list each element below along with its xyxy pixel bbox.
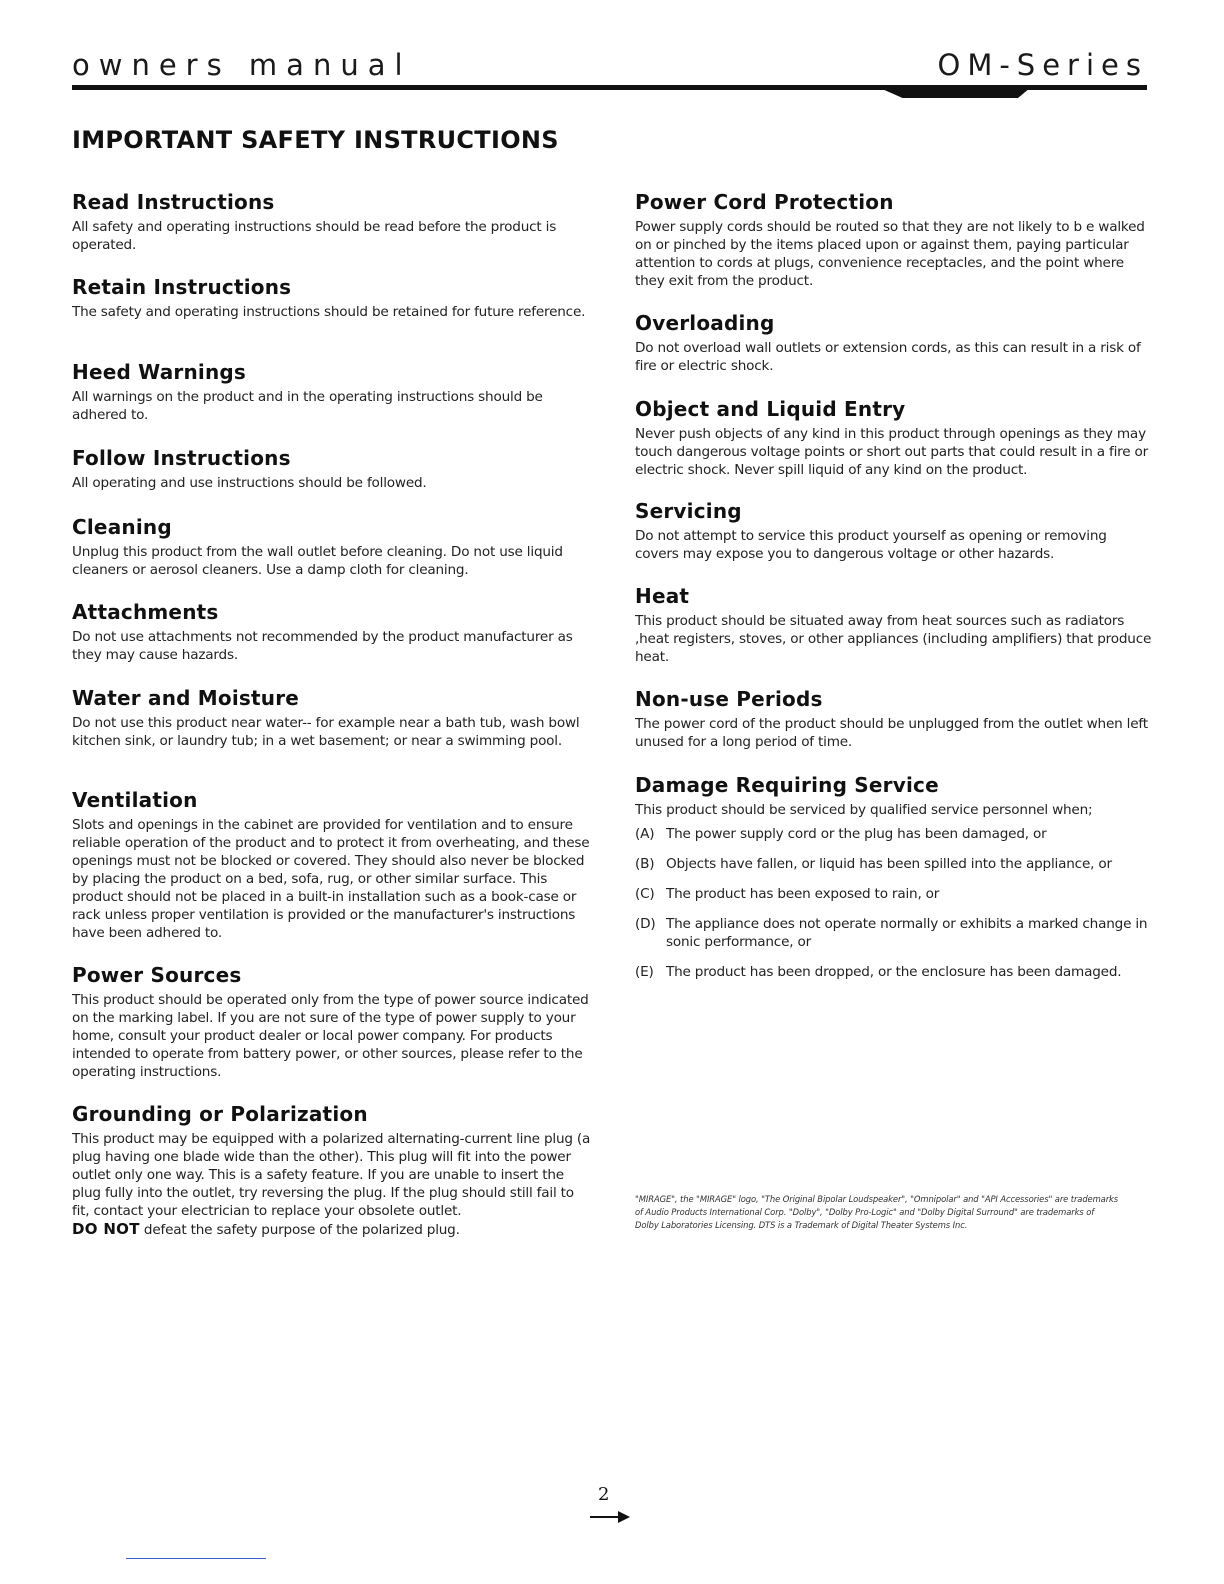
section-body: The safety and operating instructions should be retained for future reference. (72, 304, 586, 320)
section-body: Slots and openings in the cabinet are provided for ventilation and to ensure reliable operation of the product and to protect it from overheating, and these openings must not be blocked or covered. They should also never be blocked by placing the product on a bed, sofa, rug, or other similar surface. This product should not be placed in a built-in installation such as a book-case or rack unless proper ventilation is provided or the manufacturer's instructions have been adhered to. (72, 817, 590, 941)
section-power-sources (72, 963, 592, 1081)
section-heading: Grounding or Polarization (72, 1102, 368, 1126)
section-body: This product should be serviced by qualified service personnel when; (635, 802, 1093, 818)
section-heading: Overloading (635, 311, 775, 335)
section-heading: Water and Moisture (72, 686, 300, 710)
section-body: The power cord of the product should be unplugged from the outlet when left unused for a long period of time. (635, 716, 1148, 750)
section-heading: Retain Instructions (72, 275, 292, 299)
section-heading: Cleaning (72, 515, 172, 539)
header-left: owners manual (72, 48, 412, 82)
footer-line (126, 1558, 266, 1559)
right-arrow-icon (588, 1508, 632, 1530)
section-heading: Heat (635, 584, 690, 608)
section-heading: Servicing (635, 499, 742, 523)
page-title: IMPORTANT SAFETY INSTRUCTIONS (72, 126, 559, 154)
section-body: This product may be equipped with a polarized alternating-current line plug (a plug having one blade wide than the other). This plug will fit into the power outlet only one way. This is a safety feature. If you are unable to insert the plug fully into the outlet, try reversing the plug. If the plug should still fail to fit, contact your electrician to replace your obsolete outlet. DO NOT defeat the safety purpose of the polarized plug. (72, 1131, 591, 1238)
section-heading: Power Sources (72, 963, 242, 987)
section-read-instructions (72, 190, 592, 254)
list-item: (B) Objects have fallen, or liquid has been spilled into the appliance, or (635, 856, 1112, 872)
section-heed-warnings (72, 360, 592, 424)
section-cleaning (72, 515, 592, 579)
section-attachments (72, 600, 592, 664)
section-overloading (635, 311, 1153, 375)
section-body: Do not attempt to service this product yourself as opening or removing covers may expose you to dangerous voltage or other hazards. (635, 528, 1107, 562)
trademark-notice: "MIRAGE", the "MIRAGE" logo, "The Original Bipolar Loudspeaker", "Omnipolar" and "API Accessories" are trademarks of Audio Products International Corp. "Dolby", "Dolby Pro-Logic" and "Dolby Digital Surround" are trademarks of Dolby Laboratories Licensing. DTS is a Trademark of Digital Theater Systems Inc. (635, 1194, 1119, 1230)
list-item: (C) The product has been exposed to rain, or (635, 886, 940, 902)
section-body: Never push objects of any kind in this product through openings as they may touch dangerous voltage points or short out parts that could result in a fire or electric shock. Never spill liquid of any kind on the product. (635, 426, 1149, 478)
section-heading: Read Instructions (72, 190, 275, 214)
section-non-use-periods (635, 687, 1153, 751)
section-heading: Damage Requiring Service (635, 773, 939, 797)
header-rule-wedge (880, 88, 1030, 98)
section-damage-requiring-service (635, 773, 1153, 993)
section-body: All safety and operating instructions should be read before the product is operated. (72, 219, 557, 253)
section-body: This product should be situated away from heat sources such as radiators ,heat registers, stoves, or other appliances (including amplifiers) that produce heat. (635, 613, 1152, 665)
section-follow-instructions (72, 446, 592, 492)
emphasis-do-not: DO NOT (72, 1220, 140, 1238)
section-heading: Heed Warnings (72, 360, 247, 384)
header-right: OM-Series (937, 48, 1148, 82)
section-body: Do not overload wall outlets or extension cords, as this can result in a risk of fire or electric shock. (635, 340, 1141, 374)
section-heading: Non-use Periods (635, 687, 823, 711)
section-heading: Ventilation (72, 788, 198, 812)
section-heading: Power Cord Protection (635, 190, 894, 214)
section-object-and-liquid-entry (635, 397, 1153, 479)
section-heading: Attachments (72, 600, 219, 624)
section-body: All operating and use instructions should be followed. (72, 475, 427, 491)
section-ventilation (72, 788, 592, 942)
section-heading: Follow Instructions (72, 446, 291, 470)
section-servicing (635, 499, 1153, 563)
section-retain-instructions (72, 275, 592, 321)
section-body: Power supply cords should be routed so that they are not likely to b e walked on or pinched by the items placed upon or against them, paying particular attention to cords at plugs, convenience receptacles, and the point where they exit from the product. (635, 219, 1145, 289)
section-body: Unplug this product from the wall outlet before cleaning. Do not use liquid cleaners or aerosol cleaners. Use a damp cloth for cleaning. (72, 544, 563, 578)
page-number: 2 (598, 1484, 610, 1505)
section-body: All warnings on the product and in the operating instructions should be adhered to. (72, 389, 543, 423)
list-item: (E) The product has been dropped, or the enclosure has been damaged. (635, 964, 1122, 980)
section-heat (635, 584, 1153, 666)
section-heading: Object and Liquid Entry (635, 397, 906, 421)
section-grounding-or-polarization (72, 1102, 592, 1239)
section-body: Do not use this product near water-- for example near a bath tub, wash bowl kitchen sink, or laundry tub; in a wet basement; or near a swimming pool. (72, 715, 580, 749)
list-item: (A) The power supply cord or the plug has been damaged, or (635, 826, 1047, 842)
section-body: Do not use attachments not recommended by the product manufacturer as they may cause hazards. (72, 629, 573, 663)
section-power-cord-protection (635, 190, 1153, 290)
section-water-and-moisture (72, 686, 592, 750)
list-item: (D) The appliance does not operate normally or exhibits a marked change in sonic performance, or (635, 916, 1148, 950)
damage-list (635, 825, 1153, 981)
section-body: This product should be operated only from the type of power source indicated on the marking label. If you are not sure of the type of power supply to your home, consult your product dealer or local power company. For products intended to operate from battery power, or other sources, please refer to the operating instructions. (72, 992, 589, 1080)
